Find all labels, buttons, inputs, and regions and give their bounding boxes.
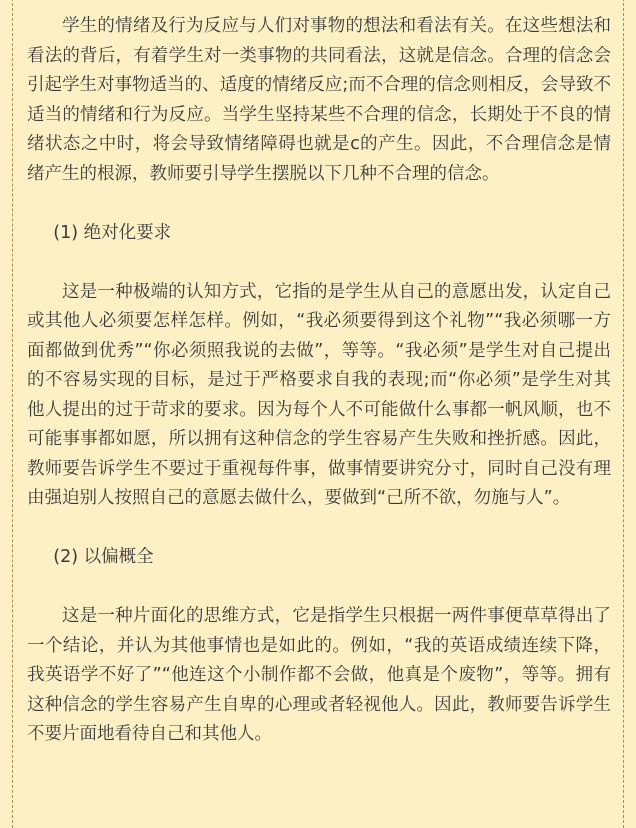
- spacer: [27, 248, 611, 278]
- section-heading-overgeneralization: (2) 以偏概全: [53, 547, 154, 567]
- intro-paragraph: 学生的情绪及行为反应与人们对事物的想法和看法有关。在这些想法和看法的背后，有着学生对一类事物的共同看法，这就是信念。合理的信念会引起学生对事物适当的、适度的情绪反应;而不合理的信念则相反，会导致不适当的情绪和行为反应。当学生坚持某些不合理的信念，长期处于不良的情绪状态之中时，将会导致情绪障碍也就是c的产生。因此，不合理信念是情绪产生的根源，教师要引导学生摆脱以下几种不合理的信念。: [27, 16, 611, 184]
- spacer: [27, 573, 611, 603]
- section-heading-absolute-demands: (1) 绝对化要求: [53, 222, 172, 243]
- section-body-overgeneralization: 这是一种片面化的思维方式，它是指学生只根据一两件事便草草得出了一个结论，并认为其他事情也是如此的。例如，“我的英语成绩连续下降，我英语学不好了”“他连这个小制作都不会做，他真是个废物”，等等。拥有这种信念的学生容易产生自卑的心理或者轻视他人。因此，教师要告诉学生不要片面地看待自己和其他人。: [27, 606, 611, 744]
- spacer: [27, 189, 611, 219]
- article-content: [27, 12, 611, 750]
- spacer: [27, 514, 611, 544]
- section-body-absolute-demands: 这是一种极端的认知方式，它指的是学生从自己的意愿出发，认定自己或其他人必须要怎样怎样。例如，“我必须要得到这个礼物”“我必须哪一方面都做到优秀”“你必须照我说的去做”，等等。“我必须”是学生对自己提出的不容易实现的目标，是过于严格要求自我的表现;而“你必须”是学生对其他人提出的过于苛求的要求。因为每个人不可能做什么事都一帆风顺，也不可能事事都如愿，所以拥有这种信念的学生容易产生失败和挫折感。因此，教师要告诉学生不要过于重视每件事，做事情要讲究分寸，同时自己没有理由强迫别人按照自己的意愿去做什么，要做到“己所不欲，勿施与人”。: [27, 281, 611, 508]
